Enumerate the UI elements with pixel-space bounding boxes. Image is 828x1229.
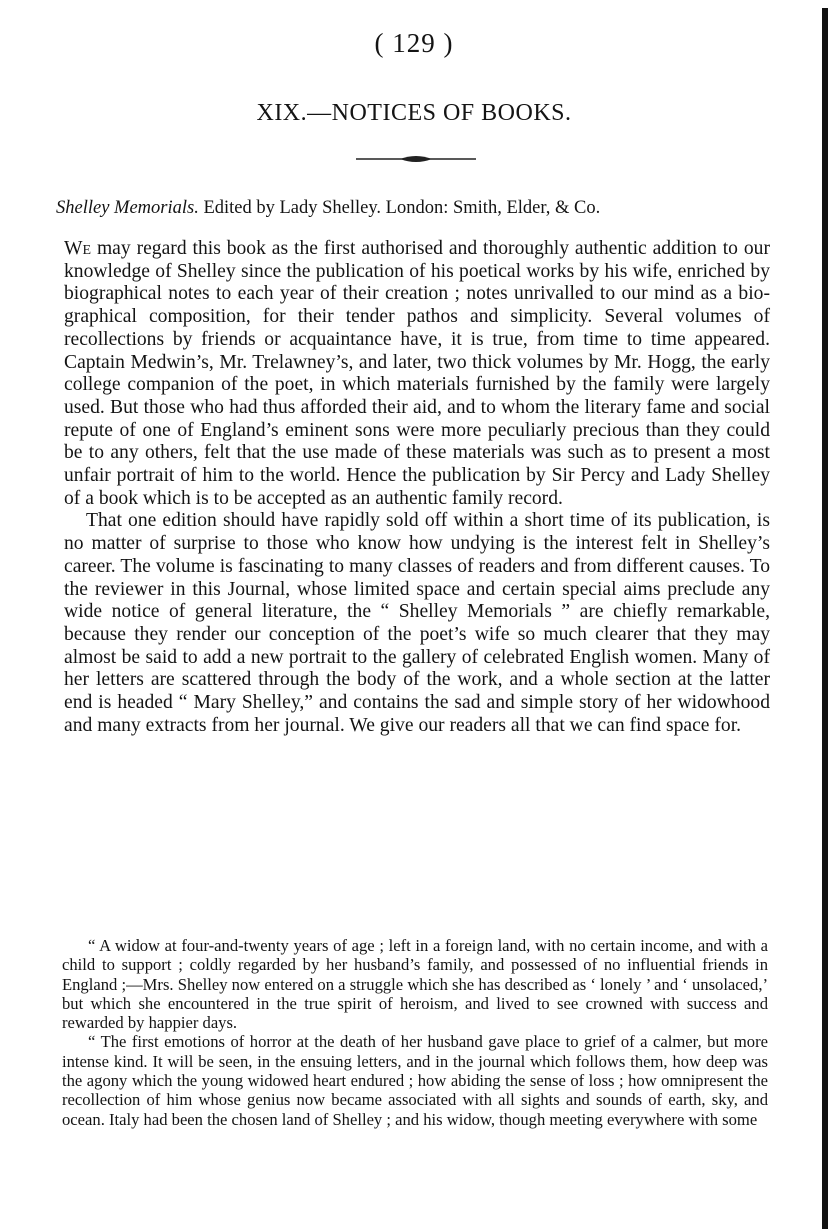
book-details: Edited by Lady Shelley. London: Smith, Elder, & Co.	[203, 198, 601, 218]
paragraph-1-text: may regard this book as the first authorised and thoroughly authentic addition to our knowledge of Shelley since the publication of his poetical works by his wife, enriched by biographical notes to each year of their creation ; notes unrivalled to our mind as a biographical composition, for their tender pathos and simplicity. Several volumes of recollections by friends or acquaintance have, it is true, from time to time appeared. Captain Medwin’s, Mr. Trelawney’s, and later, two thick volumes by Mr. Hogg, the early college companion of the poet, in which materials furnished by the family were largely used. But those who had thus afforded their aid, and to whom the literary fame and social repute of one of England’s eminent sons were more peculiarly precious than they could be to any others, felt that the use made of these materials was such as to present a most unfair portrait of him to the world. Hence the publication by Sir Percy and Lady Shelley of a book which is to be accepted as an authentic family record.	[64, 238, 770, 509]
review-body	[64, 238, 770, 737]
section-title: XIX.—NOTICES OF BOOKS.	[256, 100, 572, 126]
ornament-divider	[356, 152, 476, 166]
quote-paragraph-2: “ The first emotions of horror at the death of her husband gave place to grief of a calmer, but more intense kind. It will be seen, in the ensuing letters, and in the journal which follows them, how deep was the agony which the young widowed heart endured ; how abiding the sense of loss ; how omnipresent the recollection of him whose genius now became associated with all sights and sounds of earth, sky, and ocean. Italy had been the chosen land of Shelley ; and his widow, though meeting everywhere with some	[62, 1032, 768, 1129]
page-edge-line	[822, 8, 828, 1229]
quote-paragraph-1: “ A widow at four-and-twenty years of age ; left in a foreign land, with no certain income, and with a child to support ; coldly regarded by her husband’s family, and possessed of no influential friends in England ;—Mrs. Shelley now entered on a struggle which she has described as ‘ lonely ’ and ‘ unsolaced,’ but which she encountered in the true spirit of heroism, and lived to see crowned with success and rewarded by happier days.	[62, 936, 768, 1033]
paragraph-2: That one edition should have rapidly sold off within a short time of its publication, is no matter of surprise to those who know how undying is the interest felt in Shelley’s career. The volume is fascinating to many classes of readers and from different causes. To the reviewer in this Journal, whose limited space and certain special aims preclude any wide notice of general literature, the “ Shelley Memorials ” are chiefly remarkable, because they render our conception of the poet’s wife so much clearer that they may almost be said to add a new portrait to the gallery of celebrated English women. Many of her letters are scattered through the body of the work, and a whole section at the latter end is headed “ Mary Shelley,” and contains the sad and simple story of her widowhood and many extracts from her journal. We give our readers all that we can find space for.	[64, 510, 770, 736]
paragraph-1-lead: We	[64, 238, 92, 259]
page-number: ( 129 )	[374, 28, 454, 58]
book-heading	[56, 198, 772, 219]
paragraph-1	[64, 238, 770, 510]
book-title: Shelley Memorials.	[56, 198, 199, 218]
quoted-extract	[62, 936, 768, 1129]
